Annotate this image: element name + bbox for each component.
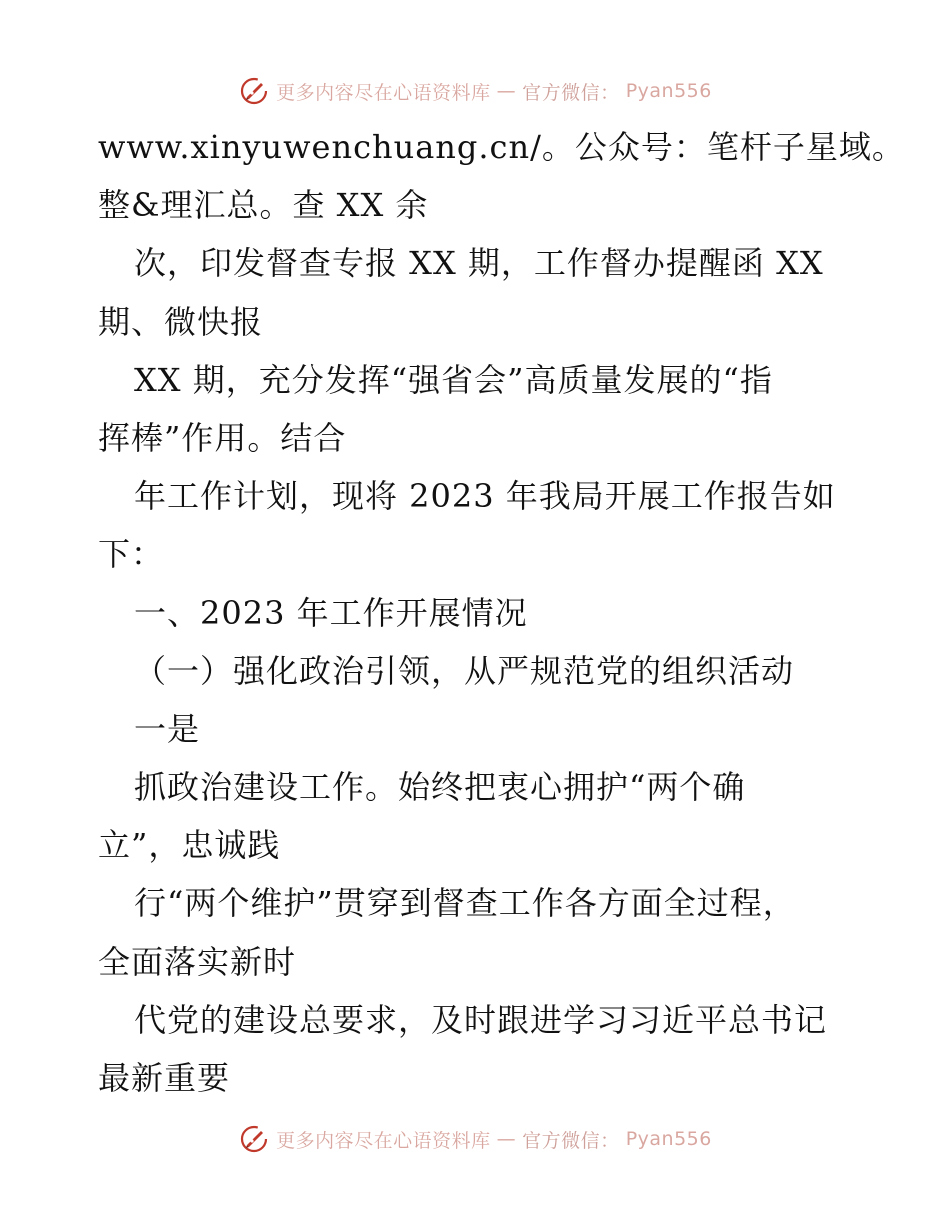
body-text-line: 一是 xyxy=(134,709,201,748)
body-text-line: 立”，忠诚践 xyxy=(98,826,281,865)
watermark-official-label: 官方微信： xyxy=(522,1129,620,1152)
body-text-line: 最新重要 xyxy=(98,1059,231,1097)
body-text-line: XX 期，充分发挥“强省会”高质量发展的“指 xyxy=(134,360,773,399)
body-text-line: （一）强化政治引领，从严规范党的组织活动 xyxy=(134,651,795,690)
watermark-dash: — xyxy=(496,80,517,102)
watermark-main-text: 更多内容尽在心语资料库 xyxy=(276,1129,491,1152)
body-text-line: 抓政治建设工作。始终把衷心拥护“两个确 xyxy=(134,768,746,807)
header-watermark xyxy=(0,72,950,110)
quill-logo-icon xyxy=(238,75,270,107)
document-body xyxy=(98,118,905,1107)
body-text-line: 期、微快报 xyxy=(98,302,264,341)
watermark-wechat-id: Pyan556 xyxy=(625,80,712,102)
footer-watermark xyxy=(0,1120,950,1158)
body-text-line: 整&理汇总。查 XX 余 xyxy=(98,186,429,225)
body-text-line: 次，印发督查专报 XX 期，工作督办提醒函 XX xyxy=(134,244,824,283)
body-text-line: 挥棒”作用。结合 xyxy=(98,418,347,457)
body-text-line: www.xinyuwenchuang.cn/。公众号：笔杆子星域。 xyxy=(98,128,905,166)
watermark-brand xyxy=(238,75,712,107)
body-text-line: 行“两个维护”贯穿到督查工作各方面全过程， xyxy=(134,884,796,923)
watermark-brand xyxy=(238,1123,712,1155)
watermark-official-label: 官方微信： xyxy=(522,81,620,104)
watermark-main-text: 更多内容尽在心语资料库 xyxy=(276,81,491,104)
body-text-line: 下： xyxy=(98,535,165,574)
body-text-line: 一、2023 年工作开展情况 xyxy=(134,593,528,632)
body-text-line: 代党的建设总要求，及时跟进学习习近平总书记 xyxy=(134,1000,828,1039)
watermark-dash: — xyxy=(496,1128,517,1150)
watermark-wechat-id: Pyan556 xyxy=(625,1128,712,1150)
body-text-line: 年工作计划，现将 2023 年我局开展工作报告如 xyxy=(134,477,836,516)
quill-logo-icon xyxy=(238,1123,270,1155)
body-text-line: 全面落实新时 xyxy=(98,942,297,981)
